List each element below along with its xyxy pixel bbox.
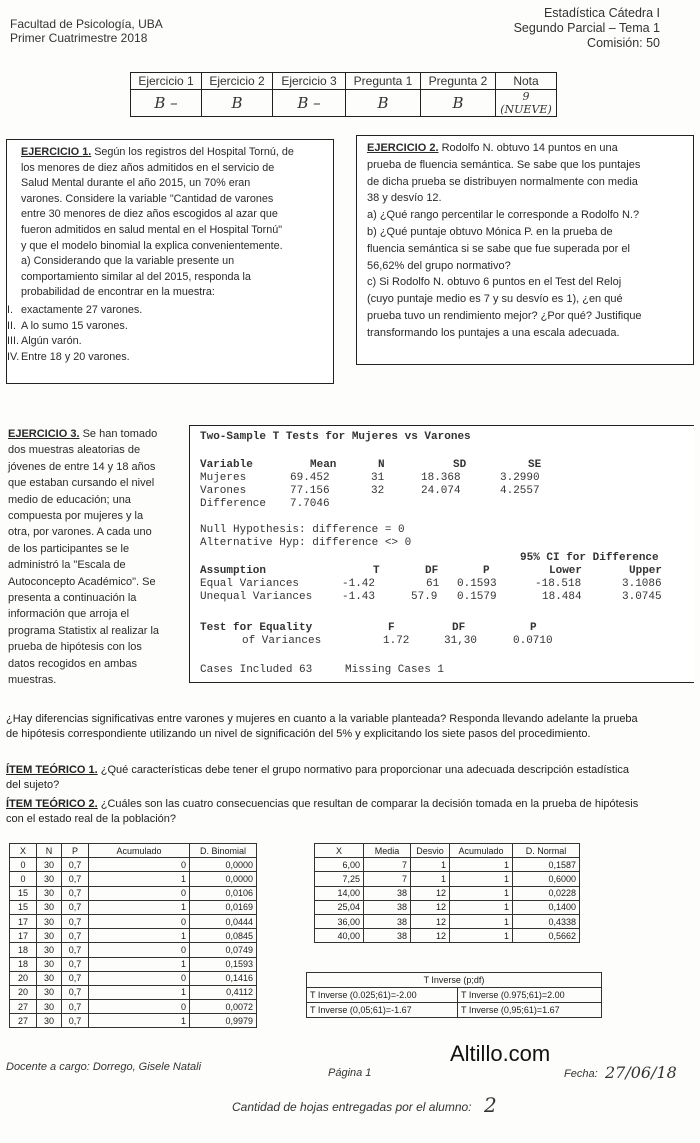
normal-cell: 0,1400 — [513, 900, 580, 914]
binomial-cell: 0 — [10, 872, 37, 886]
exercise-3-text: dos muestras aleatorias de — [8, 444, 141, 457]
binomial-cell: 0 — [10, 858, 37, 872]
exercise-3-question — [6, 712, 700, 742]
binomial-cell: 27 — [10, 1014, 37, 1028]
normal-row — [315, 886, 580, 900]
equality-cell: 1.72 — [383, 635, 410, 647]
t-inverse-cell: T Inverse (0.975;61)=2.00 — [458, 988, 602, 1003]
binomial-cell: 17 — [10, 929, 37, 943]
binomial-cell: 30 — [37, 858, 62, 872]
binomial-cell: 0,7 — [62, 900, 89, 914]
exercise-1-text: entre 30 menores de diez años escogidos al azar que — [21, 208, 278, 221]
equality-title: Test for Equality — [200, 622, 313, 634]
theory-item-2 — [6, 797, 700, 827]
binomial-cell: 30 — [37, 929, 62, 943]
binomial-row — [10, 1014, 257, 1028]
item-text: exactamente 27 varones. — [21, 304, 143, 316]
theory-item-1 — [6, 763, 700, 793]
binomial-cell: 1 — [89, 872, 190, 886]
normal-cell: 12 — [411, 886, 450, 900]
stat-cell: 32 — [371, 485, 385, 497]
stat-head: Variable — [200, 459, 253, 471]
binomial-cell: 0,7 — [62, 886, 89, 900]
binomial-cell: 30 — [37, 985, 62, 999]
sheets-value: 2 — [484, 1093, 497, 1117]
theory-item-1-title: ÍTEM TEÓRICO 1. — [6, 764, 98, 776]
normal-cell: 1 — [450, 886, 513, 900]
stat-head: SD — [453, 459, 467, 471]
normal-cell: 12 — [411, 900, 450, 914]
exercise-3-text: Autoconcepto Académico". Se — [8, 575, 156, 588]
assump-cell: -1.43 — [342, 591, 376, 603]
watermark: Altillo.com — [450, 1041, 551, 1066]
null-hypothesis: Null Hypothesis: difference = 0 — [200, 524, 405, 536]
binomial-cell: 18 — [10, 957, 37, 971]
binomial-row — [10, 1000, 257, 1014]
normal-cell: 6,00 — [315, 858, 364, 872]
assump-cell: 18.484 — [542, 591, 582, 603]
assump-cell: -18.518 — [535, 578, 582, 590]
grade-header: Ejercicio 3 — [273, 73, 346, 90]
normal-row — [315, 929, 580, 943]
grade-value: B – — [273, 90, 346, 117]
binomial-cell: 30 — [37, 900, 62, 914]
exercise-1-first-line — [21, 145, 323, 161]
stat-cell: 69.452 — [290, 472, 330, 484]
date-value: 27/06/18 — [605, 1063, 677, 1082]
normal-cell: 7 — [364, 872, 411, 886]
course-name: Estadística Cátedra I — [543, 6, 660, 20]
binomial-header: D. Binomial — [190, 844, 257, 858]
binomial-cell: 0,7 — [62, 957, 89, 971]
theory-item-2-title: ÍTEM TEÓRICO 2. — [6, 798, 98, 810]
binomial-cell: 0,0169 — [190, 900, 257, 914]
item-text: Algún varón. — [21, 335, 82, 348]
exercise-2-text: transformando los puntajes a una escala adecuada. — [367, 326, 620, 339]
equality-head: DF — [452, 622, 466, 634]
normal-cell: 38 — [364, 914, 411, 928]
normal-header: Media — [364, 844, 411, 858]
binomial-cell: 0,0072 — [190, 1000, 257, 1014]
normal-row — [315, 858, 580, 872]
normal-cell: 38 — [364, 900, 411, 914]
exercise-1-text: a) Considerando que la variable presente un — [21, 255, 235, 268]
normal-cell: 38 — [364, 929, 411, 943]
stat-head: SE — [528, 459, 542, 471]
exercise-3-text: presenta a continuación la — [8, 592, 137, 605]
stat-cell: Mujeres — [200, 472, 247, 484]
binomial-cell: 15 — [10, 900, 37, 914]
binomial-row — [10, 957, 257, 971]
t-inverse-table — [306, 972, 602, 1018]
assump-head: T — [373, 565, 380, 577]
assump-cell: 0.1579 — [457, 591, 497, 603]
item-number: I. — [7, 304, 13, 316]
binomial-cell: 0,0749 — [190, 943, 257, 957]
theory-item-1-line — [6, 763, 700, 778]
binomial-cell: 1 — [89, 985, 190, 999]
exercise-2-text: fluencia semántica si se sabe que fue superada por el — [367, 242, 630, 255]
normal-cell: 38 — [364, 886, 411, 900]
equality-head: P — [530, 622, 537, 634]
assump-cell: Unequal Variances — [200, 591, 313, 603]
course-header — [514, 6, 660, 51]
binomial-cell: 0,7 — [62, 914, 89, 928]
binomial-cell: 0,7 — [62, 872, 89, 886]
item-number: III. — [7, 335, 19, 348]
exercise-3-text: información que arroja el — [8, 608, 130, 621]
t-inverse-cell: T Inverse (0,05;61)=-1.67 — [307, 1003, 458, 1018]
normal-table — [314, 843, 580, 943]
assump-cell: 3.0745 — [622, 591, 662, 603]
normal-cell: 7 — [364, 858, 411, 872]
normal-cell: 1 — [450, 872, 513, 886]
normal-cell: 7,25 — [315, 872, 364, 886]
binomial-row — [10, 900, 257, 914]
stat-cell: 7.7046 — [290, 498, 330, 510]
t-inverse-cell: T Inverse (0,95;61)=1.67 — [458, 1003, 602, 1018]
exercise-1-item — [7, 334, 307, 350]
exercise-3-text: datos recogidos en ambas — [8, 657, 138, 670]
exercise-2-first-line — [367, 140, 685, 157]
theory-item-2-line — [6, 797, 700, 812]
normal-cell: 1 — [450, 929, 513, 943]
binomial-cell: 0,7 — [62, 985, 89, 999]
normal-cell: 36,00 — [315, 914, 364, 928]
normal-cell: 1 — [450, 900, 513, 914]
binomial-row — [10, 872, 257, 886]
binomial-cell: 0,4112 — [190, 985, 257, 999]
assump-cell: 3.1086 — [622, 578, 662, 590]
assump-cell: Equal Variances — [200, 578, 300, 590]
assump-head: P — [483, 565, 490, 577]
date-label: Fecha: — [564, 1068, 598, 1080]
normal-cell: 1 — [411, 872, 450, 886]
grade-header: Pregunta 2 — [421, 73, 496, 90]
grade-value: B — [202, 90, 273, 117]
t-inverse-cell: T Inverse (0.025;61)=-2.00 — [307, 988, 458, 1003]
normal-cell: 40,00 — [315, 929, 364, 943]
normal-cell: 0,6000 — [513, 872, 580, 886]
stat-cell: 77.156 — [290, 485, 330, 497]
normal-cell: 0,0228 — [513, 886, 580, 900]
binomial-row — [10, 943, 257, 957]
exercise-1-item — [7, 303, 307, 319]
equality-cell: 0.0710 — [513, 635, 553, 647]
binomial-row — [10, 929, 257, 943]
exercise-2-title: EJERCICIO 2. — [367, 142, 439, 154]
binomial-cell: 30 — [37, 1014, 62, 1028]
stat-head: Mean — [310, 459, 337, 471]
commission: Comisión: 50 — [587, 36, 660, 50]
exercise-2-text: a) ¿Qué rango percentilar le corresponde a Rodolfo N.? — [367, 209, 640, 222]
exercise-2-text: prueba de fluencia semántica. Se sabe que los puntajes — [367, 158, 641, 171]
stat-cell: Difference — [200, 498, 267, 510]
exercise-2-text: b) ¿Qué puntaje obtuvo Mónica P. en la prueba de — [367, 225, 613, 238]
grades-table — [130, 72, 557, 117]
binomial-cell: 0 — [89, 1000, 190, 1014]
grade-value: B — [421, 90, 496, 117]
theory-item-2-text: con el estado real de la población? — [6, 813, 177, 825]
page-number: Página 1 — [328, 1067, 372, 1079]
teacher-in-charge: Docente a cargo: Dorrego, Gisele Natali — [6, 1061, 202, 1073]
stat-head: N — [378, 459, 385, 471]
exercise-1-item — [7, 350, 307, 366]
binomial-cell: 18 — [10, 943, 37, 957]
exercise-2-text: c) Si Rodolfo N. obtuvo 6 puntos en el Test del Reloj — [367, 276, 622, 289]
exercise-3-text: de los participantes se le — [8, 542, 130, 555]
binomial-cell: 1 — [89, 957, 190, 971]
exercise-3-text: programa Statistix al realizar la — [8, 624, 160, 637]
binomial-cell: 30 — [37, 943, 62, 957]
exercise-1-box — [6, 139, 334, 384]
exercise-1-text: los menores de diez años admitidos en el servicio de — [21, 161, 275, 174]
exercise-2-text: 56,62% del grupo normativo? — [367, 259, 511, 272]
grade-header: Pregunta 1 — [346, 73, 421, 90]
binomial-cell: 17 — [10, 914, 37, 928]
binomial-cell: 0 — [89, 971, 190, 985]
exercise-2-text: prueba tuvo un rendimiento mejor? ¿Por qué? Justifique — [367, 309, 642, 322]
binomial-cell: 0,7 — [62, 943, 89, 957]
grade-value: B – — [131, 90, 202, 117]
stat-cell: 18.368 — [421, 472, 461, 484]
binomial-cell: 30 — [37, 886, 62, 900]
binomial-row — [10, 914, 257, 928]
exercise-1-text: fueron admitidos en salud mental en el Hospital Tornú" — [21, 223, 283, 236]
t-inverse-title: T Inverse (p;df) — [307, 973, 602, 988]
binomial-cell: 0,0000 — [190, 872, 257, 886]
binomial-cell: 0 — [89, 943, 190, 957]
binomial-cell: 0,0444 — [190, 914, 257, 928]
binomial-cell: 0,7 — [62, 858, 89, 872]
binomial-cell: 30 — [37, 914, 62, 928]
exercise-3-text: que estaban cursando el nivel — [8, 477, 155, 490]
binomial-cell: 1 — [89, 1014, 190, 1028]
exercise-1-text: varones. Considere la variable "Cantidad de varones — [21, 192, 274, 205]
binomial-cell: 0,7 — [62, 971, 89, 985]
assump-cell: 61 — [426, 578, 440, 590]
binomial-cell: 0,0845 — [190, 929, 257, 943]
exercise-3-text: muestras. — [8, 674, 57, 687]
grade-value: B — [346, 90, 421, 117]
exercise-3-text-block — [8, 426, 182, 689]
binomial-row — [10, 886, 257, 900]
assump-head: Assumption — [200, 565, 267, 577]
exercise-1-text: Salud Mental durante el año 2015, un 70% eran — [21, 177, 251, 190]
binomial-cell: 0,7 — [62, 1014, 89, 1028]
exercise-1-text: comportamiento similar al del 2015, responda la — [21, 270, 251, 283]
theory-item-2-text: ¿Cuáles son las cuatro consecuencias que resultan de comparar la decisión tomada en la prueba de hipótesis — [100, 798, 639, 810]
normal-cell: 14,00 — [315, 886, 364, 900]
normal-header: D. Normal — [513, 844, 580, 858]
exercise-3-title: EJERCICIO 3. — [8, 428, 80, 440]
exercise-1-text: Según los registros del Hospital Tornú, de — [94, 146, 294, 158]
normal-header: Acumulado — [450, 844, 513, 858]
binomial-cell: 30 — [37, 1000, 62, 1014]
binomial-header: P — [62, 844, 89, 858]
normal-row — [315, 914, 580, 928]
theory-item-1-text: ¿Qué características debe tener el grupo normativo para proporcionar una adecuada descripción estadística — [100, 764, 630, 776]
cases-included: Cases Included 63 — [200, 664, 313, 676]
normal-cell: 25,04 — [315, 900, 364, 914]
normal-cell: 12 — [411, 914, 450, 928]
binomial-cell: 0,1593 — [190, 957, 257, 971]
equality-label: of Variances — [242, 635, 322, 647]
sheets-label: Cantidad de hojas entregadas por el alumno: — [232, 1100, 472, 1114]
binomial-cell: 20 — [10, 971, 37, 985]
item-number: II. — [7, 319, 16, 332]
exercise-1-title: EJERCICIO 1. — [21, 146, 92, 158]
binomial-cell: 0 — [89, 886, 190, 900]
assump-head: Upper — [629, 565, 663, 577]
assump-cell: 57.9 — [411, 591, 438, 603]
faculty-header — [10, 17, 163, 45]
exercise-1-text: probabilidad de encontrar en la muestra: — [21, 286, 215, 299]
binomial-row — [10, 971, 257, 985]
binomial-cell: 0,7 — [62, 1000, 89, 1014]
binomial-cell: 0,1416 — [190, 971, 257, 985]
exercise-3-text: jóvenes de entre 14 y 18 años — [8, 460, 156, 473]
binomial-cell: 15 — [10, 886, 37, 900]
exercise-2-text: Rodolfo N. obtuvo 14 puntos en una — [441, 142, 618, 154]
exercise-1-text: y que el modelo binomial la explica convenientemente. — [21, 239, 283, 252]
exercise-3-text: compuesta por mujeres y la — [8, 510, 144, 523]
grade-header: Ejercicio 1 — [131, 73, 202, 90]
exercise-3-text: Se han tomado — [82, 428, 158, 440]
exercise-3-text: administró la "Escala de — [8, 559, 126, 572]
equality-cell: 31,30 — [444, 635, 478, 647]
binomial-header: X — [10, 844, 37, 858]
stat-cell: 4.2557 — [500, 485, 540, 497]
grade-header: Nota — [496, 73, 557, 90]
binomial-cell: 27 — [10, 1000, 37, 1014]
binomial-cell: 30 — [37, 971, 62, 985]
normal-cell: 0,1587 — [513, 858, 580, 872]
missing-cases: Missing Cases 1 — [345, 664, 445, 676]
normal-cell: 1 — [411, 858, 450, 872]
question-line: de hipótesis correspondiente utilizando un nivel de significación del 5% y explicitando los siete pasos del procedimiento. — [6, 728, 591, 740]
binomial-header: N — [37, 844, 62, 858]
normal-cell: 1 — [450, 858, 513, 872]
theory-item-1-text: del sujeto? — [6, 779, 60, 791]
exercise-2-text: (cuyo puntaje medio es 7 y su desvío es 1), ¿en qué — [367, 293, 623, 306]
stat-cell: 31 — [371, 472, 385, 484]
exercise-3-text: medio de educación; una — [8, 493, 131, 506]
exercise-3-text: prueba de hipótesis con los — [8, 641, 142, 654]
binomial-cell: 0,0000 — [190, 858, 257, 872]
binomial-header: Acumulado — [89, 844, 190, 858]
assump-head: Lower — [549, 565, 583, 577]
exercise-3-first-line — [8, 426, 182, 442]
exam-name: Segundo Parcial – Tema 1 — [513, 21, 660, 35]
ci-title: 95% CI for Difference — [520, 552, 659, 564]
exercise-1-item — [7, 319, 307, 335]
normal-cell: 0,5662 — [513, 929, 580, 943]
binomial-cell: 30 — [37, 872, 62, 886]
normal-header: X — [315, 844, 364, 858]
binomial-cell: 30 — [37, 957, 62, 971]
stat-cell: Varones — [200, 485, 247, 497]
statistix-title: Two-Sample T Tests for Mujeres vs Varones — [200, 431, 471, 443]
assump-cell: -1.42 — [342, 578, 376, 590]
normal-cell: 1 — [450, 914, 513, 928]
exercise-2-text: 38 y desvío 12. — [367, 192, 442, 205]
item-text: A lo sumo 15 varones. — [21, 319, 128, 332]
binomial-cell: 0,7 — [62, 929, 89, 943]
binomial-cell: 1 — [89, 900, 190, 914]
question-line: ¿Hay diferencias significativas entre varones y mujeres en cuanto a la variable planteada? Responda llevando adelante la prueba — [6, 713, 638, 725]
binomial-table — [9, 843, 257, 1028]
equality-head: F — [388, 622, 395, 634]
binomial-cell: 0,0106 — [190, 886, 257, 900]
normal-cell: 0,4338 — [513, 914, 580, 928]
exercise-2-box — [356, 135, 694, 365]
assump-cell: 0.1593 — [457, 578, 497, 590]
grade-value: 9 (NUEVE) — [496, 90, 557, 117]
faculty-name: Facultad de Psicología, UBA — [10, 17, 163, 31]
binomial-cell: 20 — [10, 985, 37, 999]
statistix-output — [189, 425, 694, 683]
normal-row — [315, 872, 580, 886]
stat-cell: 3.2990 — [500, 472, 540, 484]
exercise-2-text: de dicha prueba se distribuyen normalmente con media — [367, 175, 638, 188]
grade-header: Ejercicio 2 — [202, 73, 273, 90]
assump-head: DF — [425, 565, 439, 577]
binomial-cell: 1 — [89, 929, 190, 943]
item-text: Entre 18 y 20 varones. — [21, 350, 130, 363]
normal-header: Desvio — [411, 844, 450, 858]
alternative-hypothesis: Alternative Hyp: difference <> 0 — [200, 537, 412, 549]
binomial-cell: 0,9979 — [190, 1014, 257, 1028]
binomial-row — [10, 858, 257, 872]
binomial-row — [10, 985, 257, 999]
binomial-cell: 0 — [89, 858, 190, 872]
stat-cell: 24.074 — [421, 485, 461, 497]
exercise-3-text: otra, por varones. A cada uno — [8, 526, 152, 539]
item-number: IV. — [7, 350, 20, 363]
normal-cell: 12 — [411, 929, 450, 943]
term: Primer Cuatrimestre 2018 — [10, 31, 148, 45]
binomial-cell: 0 — [89, 914, 190, 928]
normal-row — [315, 900, 580, 914]
